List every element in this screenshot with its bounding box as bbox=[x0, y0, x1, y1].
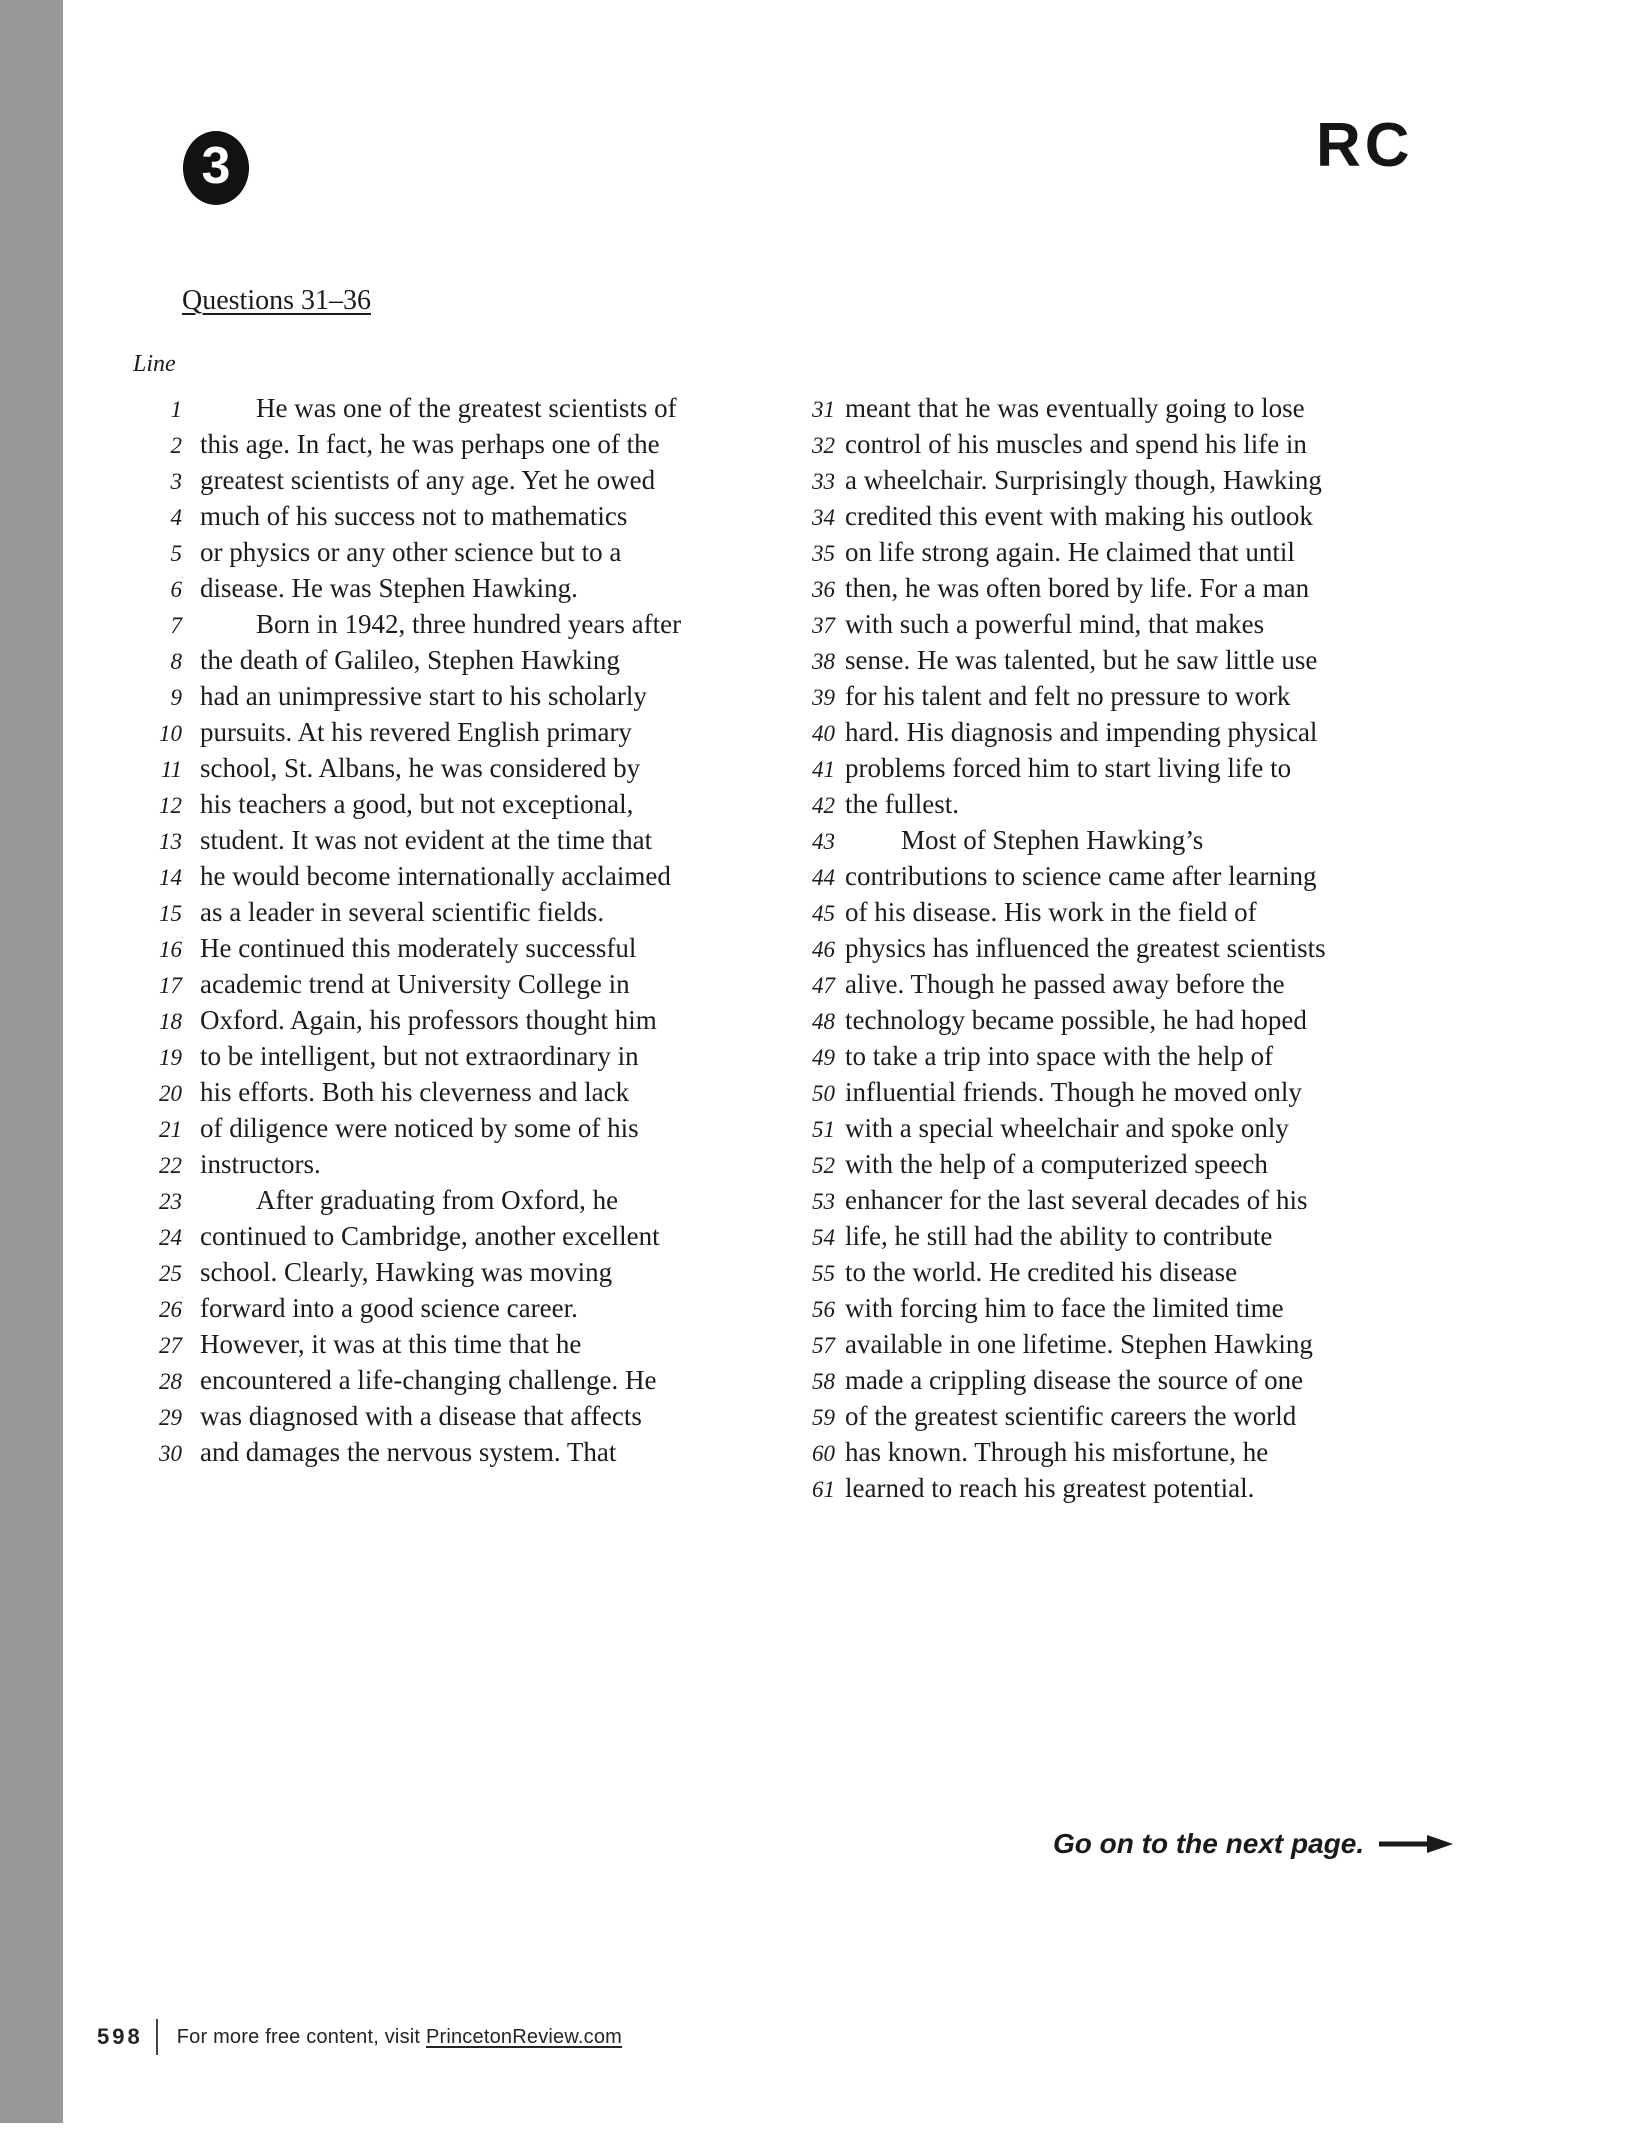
line-number: 39 bbox=[812, 685, 835, 710]
line-number: 37 bbox=[812, 613, 835, 638]
footer-text bbox=[177, 2026, 622, 2049]
line-text: forward into a good science career. bbox=[200, 1293, 578, 1323]
line-text: continued to Cambridge, another excellent bbox=[200, 1221, 660, 1251]
line-text: greatest scientists of any age. Yet he owed bbox=[200, 465, 656, 495]
passage-line bbox=[118, 822, 783, 858]
passage-line bbox=[760, 678, 1480, 714]
passage-line bbox=[118, 498, 783, 534]
passage-line bbox=[118, 1254, 783, 1290]
line-text: with such a powerful mind, that makes bbox=[845, 609, 1265, 639]
line-text: life, he still had the ability to contribute bbox=[845, 1221, 1273, 1251]
passage-column-right bbox=[760, 390, 1480, 1506]
passage-line bbox=[118, 1362, 783, 1398]
line-number: 55 bbox=[812, 1261, 835, 1286]
line-text: Most of Stephen Hawking’s bbox=[901, 825, 1204, 855]
line-number: 48 bbox=[812, 1009, 835, 1034]
passage-line bbox=[760, 1182, 1480, 1218]
passage-line bbox=[118, 930, 783, 966]
line-text: contributions to science came after learning bbox=[845, 861, 1317, 891]
line-number: 41 bbox=[812, 757, 835, 782]
section-number-badge bbox=[183, 131, 249, 205]
passage-line bbox=[118, 462, 783, 498]
passage-line bbox=[760, 858, 1480, 894]
line-text: meant that he was eventually going to lose bbox=[845, 393, 1305, 423]
line-number: 46 bbox=[812, 937, 835, 962]
line-number: 23 bbox=[159, 1189, 182, 1214]
line-text: and damages the nervous system. That bbox=[200, 1437, 617, 1467]
line-number: 35 bbox=[812, 541, 835, 566]
line-number: 49 bbox=[812, 1045, 835, 1070]
line-number: 52 bbox=[812, 1153, 835, 1178]
passage-line bbox=[760, 426, 1480, 462]
line-text: academic trend at University College in bbox=[200, 969, 630, 999]
passage-line bbox=[760, 1218, 1480, 1254]
line-number: 32 bbox=[812, 433, 835, 458]
passage-line bbox=[118, 1146, 783, 1182]
passage-line bbox=[118, 606, 783, 642]
line-number: 31 bbox=[812, 397, 835, 422]
line-number: 47 bbox=[812, 973, 835, 998]
passage-line bbox=[118, 534, 783, 570]
page-number: 598 bbox=[97, 2024, 143, 2049]
line-text: the fullest. bbox=[845, 789, 959, 819]
line-number: 25 bbox=[159, 1261, 182, 1286]
passage-line bbox=[118, 570, 783, 606]
line-number: 12 bbox=[159, 793, 182, 818]
line-text: sense. He was talented, but he saw little use bbox=[845, 645, 1318, 675]
passage-line bbox=[760, 1326, 1480, 1362]
passage-line bbox=[760, 390, 1480, 426]
line-text: or physics or any other science but to a bbox=[200, 537, 622, 567]
line-text: He continued this moderately successful bbox=[200, 933, 637, 963]
line-number: 22 bbox=[159, 1153, 182, 1178]
line-text: to take a trip into space with the help of bbox=[845, 1041, 1274, 1071]
line-text: learned to reach his greatest potential. bbox=[845, 1473, 1255, 1503]
line-number: 11 bbox=[160, 757, 182, 782]
line-text: his efforts. Both his cleverness and lack bbox=[200, 1077, 630, 1107]
passage-column-left bbox=[118, 390, 783, 1470]
passage-line bbox=[118, 750, 783, 786]
questions-range-heading: Questions 31–36 bbox=[182, 285, 371, 316]
passage-line bbox=[118, 1398, 783, 1434]
line-text: the death of Galileo, Stephen Hawking bbox=[200, 645, 620, 675]
line-number: 56 bbox=[812, 1297, 835, 1322]
line-number: 50 bbox=[812, 1081, 835, 1106]
line-number: 54 bbox=[812, 1225, 835, 1250]
passage-line bbox=[118, 858, 783, 894]
line-number: 61 bbox=[812, 1477, 835, 1502]
passage-line bbox=[760, 750, 1480, 786]
line-number: 19 bbox=[159, 1045, 182, 1070]
page-edge-gray-bar bbox=[0, 0, 63, 2123]
line-number: 40 bbox=[812, 721, 835, 746]
line-number: 44 bbox=[812, 865, 835, 890]
line-number: 38 bbox=[812, 649, 835, 674]
passage-line bbox=[760, 966, 1480, 1002]
line-number: 17 bbox=[159, 973, 182, 998]
passage-line bbox=[760, 822, 1480, 858]
line-text: disease. He was Stephen Hawking. bbox=[200, 573, 578, 603]
line-number: 45 bbox=[812, 901, 835, 926]
passage-line bbox=[118, 1434, 783, 1470]
passage-line bbox=[760, 498, 1480, 534]
line-number: 5 bbox=[170, 541, 182, 566]
line-number: 57 bbox=[812, 1333, 835, 1358]
passage-line bbox=[118, 426, 783, 462]
line-number: 4 bbox=[170, 505, 182, 530]
line-number: 8 bbox=[170, 649, 182, 674]
line-text: was diagnosed with a disease that affects bbox=[200, 1401, 642, 1431]
line-number: 33 bbox=[812, 469, 835, 494]
line-text: He was one of the greatest scientists of bbox=[256, 393, 677, 423]
passage-line bbox=[760, 1290, 1480, 1326]
line-text: student. It was not evident at the time that bbox=[200, 825, 653, 855]
line-text: control of his muscles and spend his life in bbox=[845, 429, 1307, 459]
passage-line bbox=[760, 894, 1480, 930]
line-number: 20 bbox=[159, 1081, 182, 1106]
line-number: 3 bbox=[170, 469, 182, 494]
line-number: 59 bbox=[812, 1405, 835, 1430]
passage-line bbox=[118, 678, 783, 714]
line-text: on life strong again. He claimed that until bbox=[845, 537, 1295, 567]
line-text: with the help of a computerized speech bbox=[845, 1149, 1268, 1179]
line-number: 7 bbox=[170, 613, 182, 638]
right-arrow-icon bbox=[1379, 1834, 1453, 1854]
next-page-text: Go on to the next page. bbox=[1053, 1828, 1365, 1859]
line-text: of the greatest scientific careers the world bbox=[845, 1401, 1297, 1431]
line-number: 18 bbox=[159, 1009, 182, 1034]
line-text: has known. Through his misfortune, he bbox=[845, 1437, 1269, 1467]
line-number: 16 bbox=[159, 937, 182, 962]
line-number: 60 bbox=[812, 1441, 835, 1466]
line-number: 36 bbox=[812, 577, 835, 602]
passage-line bbox=[760, 1434, 1480, 1470]
passage-line bbox=[760, 606, 1480, 642]
line-number: 24 bbox=[159, 1225, 182, 1250]
line-text: school, St. Albans, he was considered by bbox=[200, 753, 641, 783]
passage-line bbox=[118, 966, 783, 1002]
line-text: alive. Though he passed away before the bbox=[845, 969, 1285, 999]
passage-line bbox=[118, 1182, 783, 1218]
line-number: 9 bbox=[170, 685, 182, 710]
section-number: 3 bbox=[201, 137, 231, 195]
passage-line bbox=[760, 786, 1480, 822]
passage-line bbox=[760, 1254, 1480, 1290]
passage-line bbox=[118, 1290, 783, 1326]
passage-line bbox=[118, 1326, 783, 1362]
line-text: with a special wheelchair and spoke only bbox=[845, 1113, 1289, 1143]
section-code-label: RC bbox=[1316, 111, 1414, 180]
passage-line bbox=[118, 390, 783, 426]
passage-line bbox=[760, 930, 1480, 966]
line-text: then, he was often bored by life. For a man bbox=[845, 573, 1310, 603]
line-text: credited this event with making his outlook bbox=[845, 501, 1313, 531]
passage-line bbox=[118, 1218, 783, 1254]
passage-line bbox=[118, 1002, 783, 1038]
line-text: However, it was at this time that he bbox=[200, 1329, 582, 1359]
passage-line bbox=[118, 714, 783, 750]
passage-line bbox=[760, 1470, 1480, 1506]
line-number: 42 bbox=[812, 793, 835, 818]
line-text: pursuits. At his revered English primary bbox=[200, 717, 632, 747]
passage-line bbox=[118, 786, 783, 822]
line-number: 21 bbox=[159, 1117, 182, 1142]
line-text: a wheelchair. Surprisingly though, Hawking bbox=[845, 465, 1322, 495]
line-number: 43 bbox=[812, 829, 835, 854]
line-text: instructors. bbox=[200, 1149, 321, 1179]
page-footer bbox=[97, 2019, 622, 2055]
line-text: his teachers a good, but not exceptional, bbox=[200, 789, 634, 819]
line-text: hard. His diagnosis and impending physical bbox=[845, 717, 1318, 747]
passage-line bbox=[118, 894, 783, 930]
line-number: 6 bbox=[170, 577, 182, 602]
line-number: 1 bbox=[170, 397, 182, 422]
passage-line bbox=[760, 534, 1480, 570]
line-number: 29 bbox=[159, 1405, 182, 1430]
line-text: technology became possible, he had hoped bbox=[845, 1005, 1307, 1035]
line-text: available in one lifetime. Stephen Hawking bbox=[845, 1329, 1313, 1359]
line-text: of diligence were noticed by some of his bbox=[200, 1113, 639, 1143]
line-text: influential friends. Though he moved only bbox=[845, 1077, 1302, 1107]
line-text: physics has influenced the greatest scientists bbox=[845, 933, 1326, 963]
next-page-instruction bbox=[1053, 1828, 1453, 1860]
footer-link[interactable]: PrincetonReview.com bbox=[425, 2025, 623, 2048]
line-number: 2 bbox=[170, 433, 182, 458]
footer-text-before-link: For more free content, visit bbox=[176, 2025, 426, 2048]
passage-line bbox=[760, 1362, 1480, 1398]
line-number: 27 bbox=[159, 1333, 182, 1358]
passage-line bbox=[760, 1398, 1480, 1434]
line-text: as a leader in several scientific fields. bbox=[200, 897, 605, 927]
passage-line bbox=[760, 570, 1480, 606]
line-column-label: Line bbox=[133, 351, 176, 377]
line-text: for his talent and felt no pressure to work bbox=[845, 681, 1291, 711]
line-text: After graduating from Oxford, he bbox=[256, 1185, 619, 1215]
passage-line bbox=[760, 1038, 1480, 1074]
line-number: 15 bbox=[159, 901, 182, 926]
line-number: 26 bbox=[159, 1297, 182, 1322]
passage-line bbox=[118, 1074, 783, 1110]
line-text: to the world. He credited his disease bbox=[845, 1257, 1238, 1287]
line-number: 34 bbox=[812, 505, 835, 530]
line-number: 14 bbox=[159, 865, 182, 890]
line-text: Born in 1942, three hundred years after bbox=[256, 609, 682, 639]
line-text: school. Clearly, Hawking was moving bbox=[200, 1257, 613, 1287]
footer-divider bbox=[156, 2019, 158, 2055]
line-text: made a crippling disease the source of one bbox=[845, 1365, 1304, 1395]
line-text: much of his success not to mathematics bbox=[200, 501, 628, 531]
line-number: 53 bbox=[812, 1189, 835, 1214]
line-text: of his disease. His work in the field of bbox=[845, 897, 1257, 927]
line-text: encountered a life-changing challenge. He bbox=[200, 1365, 657, 1395]
line-text: with forcing him to face the limited time bbox=[845, 1293, 1284, 1323]
passage-line bbox=[760, 714, 1480, 750]
line-text: he would become internationally acclaimed bbox=[200, 861, 671, 891]
line-text: to be intelligent, but not extraordinary in bbox=[200, 1041, 639, 1071]
passage-line bbox=[760, 1110, 1480, 1146]
passage-line bbox=[760, 1002, 1480, 1038]
line-text: this age. In fact, he was perhaps one of the bbox=[200, 429, 660, 459]
line-number: 28 bbox=[159, 1369, 182, 1394]
line-number: 30 bbox=[159, 1441, 182, 1466]
passage-line bbox=[118, 642, 783, 678]
passage-line bbox=[760, 1146, 1480, 1182]
passage-line bbox=[118, 1110, 783, 1146]
passage-line bbox=[118, 1038, 783, 1074]
line-text: enhancer for the last several decades of his bbox=[845, 1185, 1308, 1215]
line-text: problems forced him to start living life to bbox=[845, 753, 1292, 783]
line-number: 51 bbox=[812, 1117, 835, 1142]
passage-line bbox=[760, 462, 1480, 498]
passage-line bbox=[760, 1074, 1480, 1110]
line-text: Oxford. Again, his professors thought him bbox=[200, 1005, 657, 1035]
line-number: 10 bbox=[159, 721, 182, 746]
passage-line bbox=[760, 642, 1480, 678]
line-text: had an unimpressive start to his scholarly bbox=[200, 681, 647, 711]
line-number: 58 bbox=[812, 1369, 835, 1394]
line-number: 13 bbox=[159, 829, 182, 854]
